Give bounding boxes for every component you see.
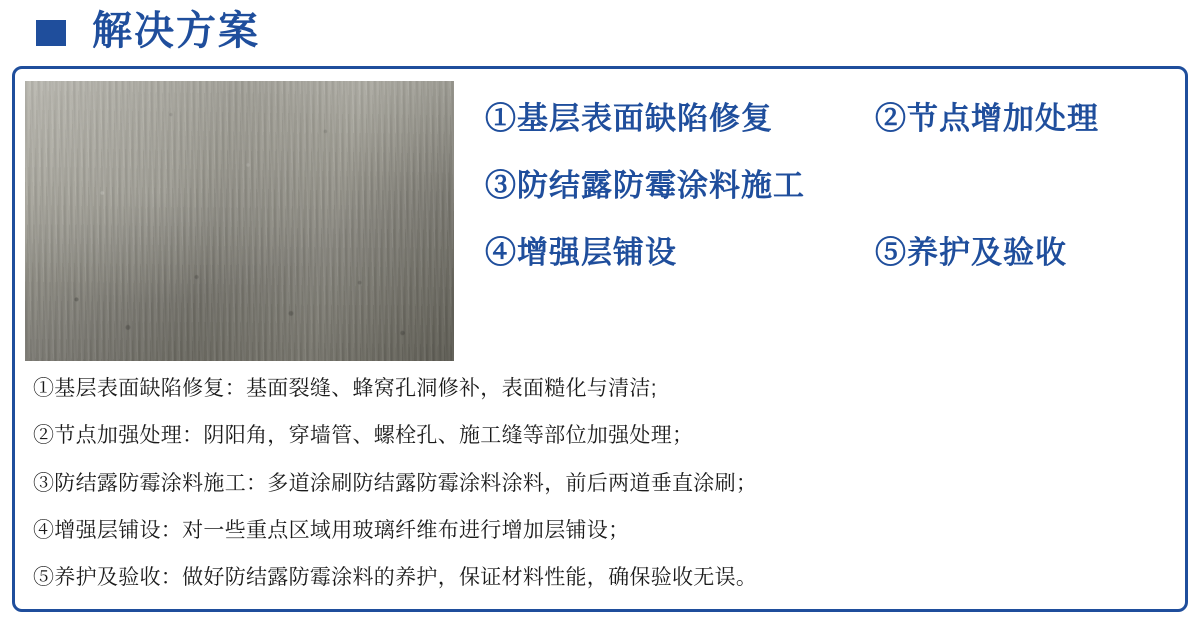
steps-list [485,93,1165,272]
detail-line-1: ①基层表面缺陷修复：基面裂缝、蜂窝孔洞修补，表面糙化与清洁; [33,377,657,400]
step-row [485,160,1165,205]
step-row [485,227,1165,272]
concrete-wall-photo [25,81,454,361]
details-list [33,375,1167,593]
square-bullet-icon [36,20,66,46]
detail-line-3: ③防结露防霉涂料施工：多道涂刷防结露防霉涂料涂料，前后两道垂直涂刷； [33,471,758,495]
detail-line-4: ④增强层铺设：对一些重点区域用玻璃纤维布进行增加层铺设； [33,519,630,543]
step-item-5: ⑤养护及验收 [875,235,1067,270]
top-area [15,69,1185,367]
step-row [485,93,1165,138]
content-panel [12,66,1188,612]
page-title: 解决方案 [92,9,260,53]
step-item-3: ③防结露防霉涂料施工 [485,168,805,203]
step-item-2: ②节点增加处理 [875,101,1099,136]
slide-header [0,0,1200,66]
detail-line-2: ②节点加强处理：阴阳角，穿墙管、螺栓孔、施工缝等部位加强处理； [33,424,694,448]
step-item-4: ④增强层铺设 [485,235,677,270]
step-item-1: ①基层表面缺陷修复 [485,101,773,136]
detail-line-5: ⑤养护及验收：做好防结露防霉涂料的养护，保证材料性能，确保验收无误。 [33,566,758,590]
